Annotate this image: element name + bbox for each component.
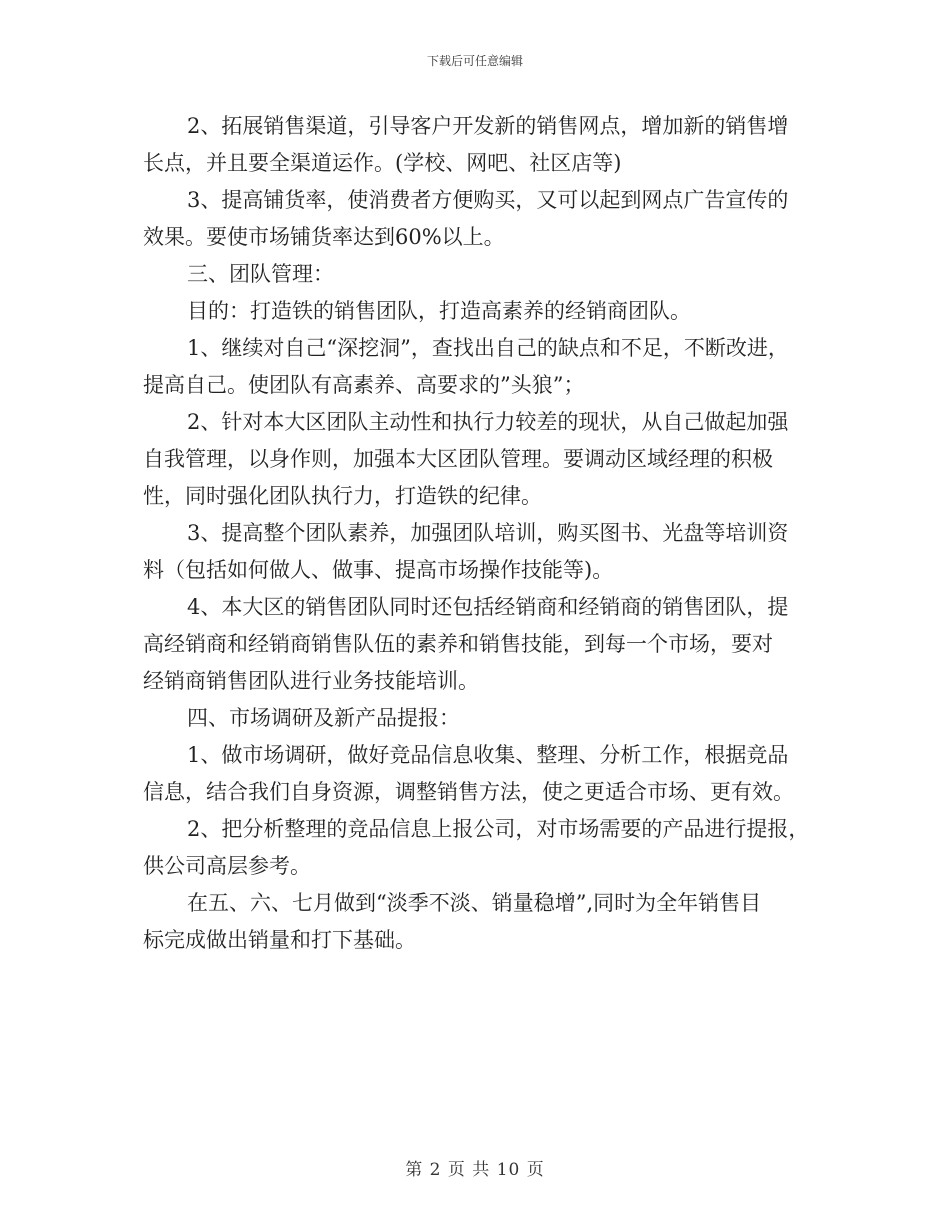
text-line: 料（包括如何做人、做事、提高市场操作技能等)。 <box>143 558 614 582</box>
text-line: 自我管理，以身作则，加强本大区团队管理。要调动区域经理的积极 <box>143 447 773 471</box>
text-line: 高经销商和经销商销售队伍的素养和销售技能，到每一个市场，要对 <box>143 632 773 656</box>
text-line: 长点，并且要全渠道运作。(学校、网吧、社区店等) <box>143 151 622 175</box>
page-number: 第 2 页 共 10 页 <box>405 1160 545 1180</box>
text-line: 3、提高铺货率，使消费者方便购买，又可以起到网点广告宣传的 <box>187 188 789 212</box>
text-line: 经销商销售团队进行业务技能培训。 <box>143 669 479 693</box>
text-line: 提高自己。使团队有高素养、高要求的”头狼”； <box>143 373 585 397</box>
page-header-note: 下载后可任意编辑 <box>426 54 523 68</box>
text-line: 3、提高整个团队素养，加强团队培训，购买图书、光盘等培训资 <box>187 521 789 545</box>
text-line: 效果。要使市场铺货率达到60%以上。 <box>143 225 505 249</box>
text-line: 1、做市场调研，做好竞品信息收集、整理、分析工作，根据竞品 <box>187 743 789 767</box>
text-line: 在五、六、七月做到“淡季不淡、销量稳增”,同时为全年销售目 <box>187 891 762 915</box>
text-line: 四、市场调研及新产品提报： <box>187 706 460 730</box>
text-line: 标完成做出销量和打下基础。 <box>143 928 416 952</box>
text-line: 2、拓展销售渠道，引导客户开发新的销售网点，增加新的销售增 <box>187 114 789 138</box>
text-line: 4、本大区的销售团队同时还包括经销商和经销商的销售团队，提 <box>187 595 789 619</box>
text-line: 供公司高层参考。 <box>143 854 311 878</box>
text-line: 性，同时强化团队执行力，打造铁的纪律。 <box>143 484 542 508</box>
text-line: 三、团队管理： <box>187 262 334 286</box>
text-line: 1、继续对自己“深挖洞”，查找出自己的缺点和不足，不断改进， <box>187 336 789 360</box>
text-line: 2、把分析整理的竞品信息上报公司，对市场需要的产品进行提报， <box>187 817 810 841</box>
text-line: 2、针对本大区团队主动性和执行力较差的现状，从自己做起加强 <box>187 410 789 434</box>
text-line: 信息，结合我们自身资源，调整销售方法，使之更适合市场、更有效。 <box>143 780 794 804</box>
document-body <box>143 108 823 959</box>
text-line: 目的：打造铁的销售团队，打造高素养的经销商团队。 <box>187 299 691 323</box>
